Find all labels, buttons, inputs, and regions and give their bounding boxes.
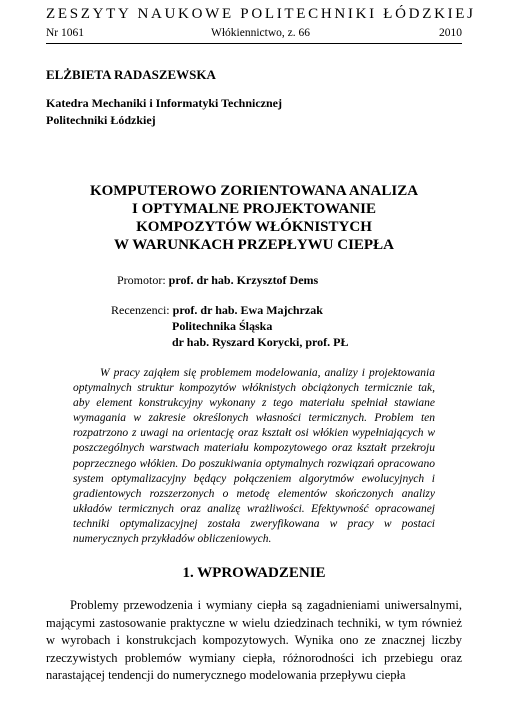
section-body [46, 597, 462, 685]
reviewer-2-name: dr hab. Ryszard Korycki, prof. PŁ [172, 335, 349, 349]
promotor-name: prof. dr hab. Krzysztof Dems [168, 273, 319, 287]
author-affiliation-line2: Politechniki Łódzkiej [46, 113, 156, 127]
paper-title-line3: KOMPOZYTÓW WŁÓKNISTYCH [136, 219, 372, 235]
header-rule [46, 43, 462, 44]
issue-info-row [46, 27, 462, 41]
reviewer-1-institution: Politechnika Śląska [172, 319, 273, 333]
promotor-line [117, 273, 318, 288]
section-heading: 1. WPROWADZENIE [182, 565, 326, 581]
issue-number: Nr 1061 [46, 27, 85, 39]
author-affiliation-line1: Katedra Mechaniki i Informatyki Technicznej [46, 96, 282, 110]
paper-title-line2: I OPTYMALNE PROJEKTOWANIE [132, 201, 376, 217]
journal-title: ZESZYTY NAUKOWE POLITECHNIKI ŁÓDZKIEJ [46, 6, 476, 22]
author-name: ELŻBIETA RADASZEWSKA [46, 67, 216, 82]
reviewer-1-name: prof. dr hab. Ewa Majchrzak [172, 303, 323, 317]
abstract [73, 366, 435, 547]
section-paragraph: Problemy przewodzenia i wymiany ciepła są zagadnieniami uniwersalnymi, mającymi zastosowanie praktyczne w wielu dziedzinach techniki, w tym również w wyrobach i konstrukcjach kompozytowych. Wynika ono ze znacznej liczby rzeczywistych problemów wymiany ciepła, różnorodności ich przebiegu oraz narastającej tendencji do numerycznego modelowania przepływu ciepła [46, 598, 462, 683]
paper-title-line1: KOMPUTEROWO ZORIENTOWANA ANALIZA [89, 183, 419, 199]
issue-year: 2010 [439, 27, 462, 39]
reviewers-label: Recenzenci: [111, 303, 170, 317]
reviewers-line1 [111, 303, 323, 318]
promotor-label: Promotor: [117, 273, 166, 287]
series-info: Włókiennictwo, z. 66 [211, 27, 311, 39]
abstract-text: W pracy zająłem się problemem modelowania, analizy i projektowania optymalnych struktur kompozytów włóknistych obciążonych termicznie tak, aby element konstrukcyjny wykonany z tego materiału spełniał stawiane wymagania w zakresie określonych własności termicznych. Problem ten rozpatrzono z uwagi na orientację oraz kształt osi włókien wypełniających w poszczególnych warstwach materiału kompozytowego oraz kształt przekroju poprzecznego włókien. Do poszukiwania optymalnych rozwiązań opracowano system optymalizacyjny będący połączeniem algorytmów ewolucyjnych i gradientowych rozszerzonych o metodę elementów skończonych analizy układów termicznych oraz analizę wrażliwości. Efektywność opracowanej techniki optymalizacyjnej została zweryfikowana w pracy w postaci numerycznych przykładów obliczeniowych. [73, 367, 435, 546]
paper-title-line4: W WARUNKACH PRZEPŁYWU CIEPŁA [114, 237, 394, 253]
